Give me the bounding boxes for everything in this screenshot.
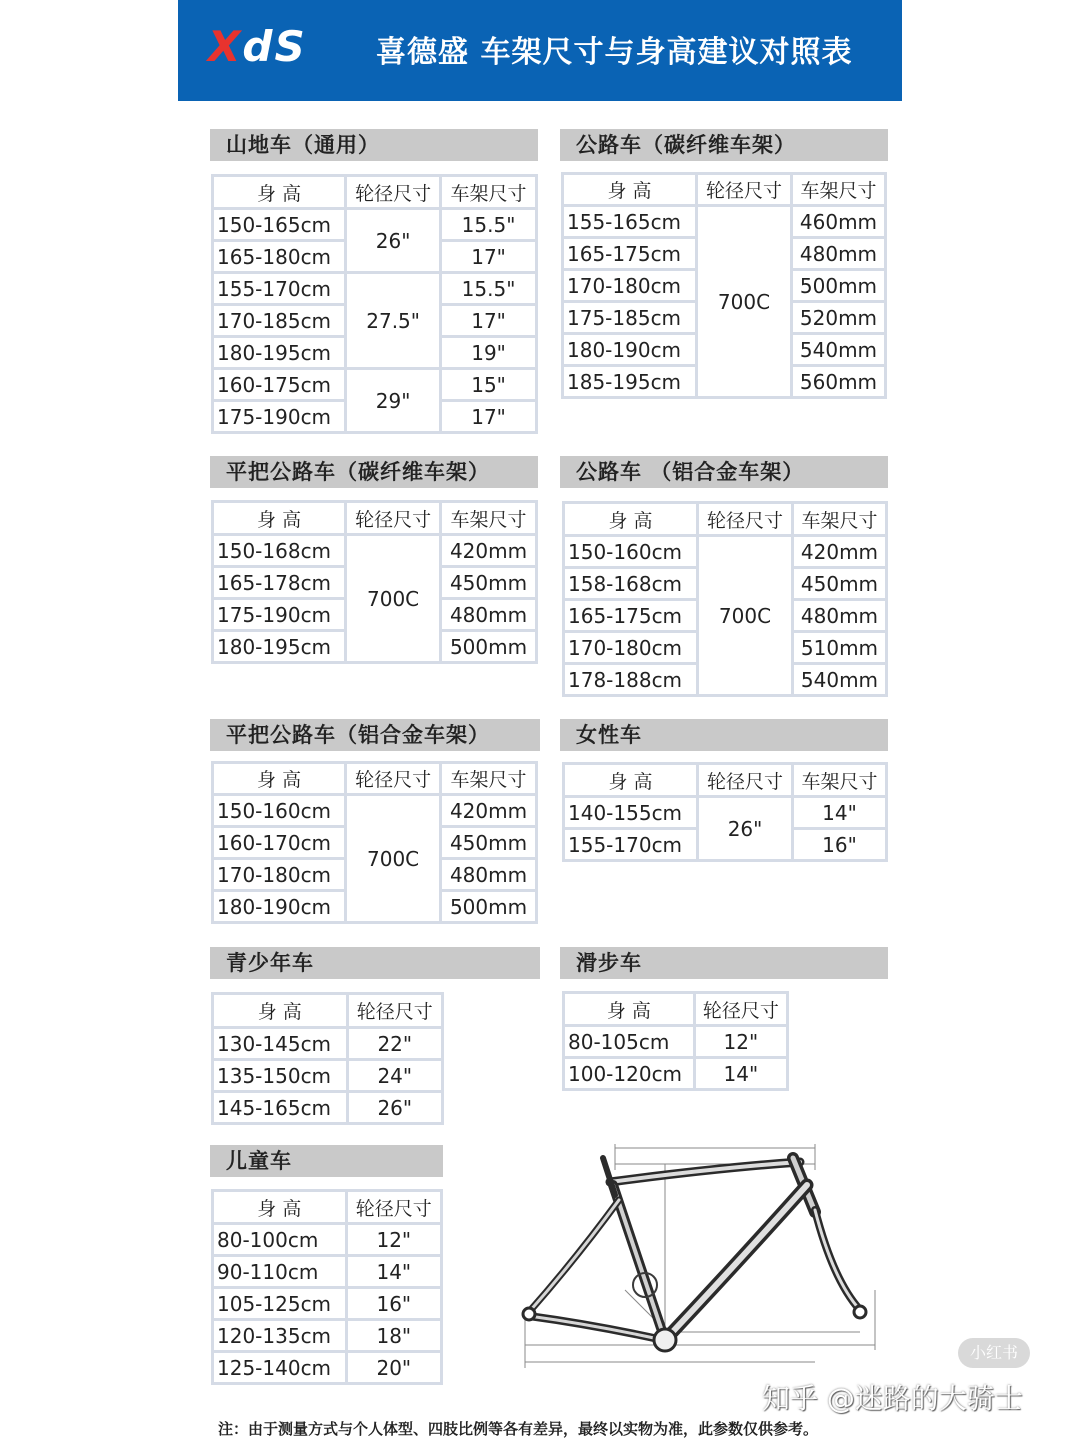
table-row: [563, 206, 886, 238]
col-frame: 车架尺寸: [792, 764, 886, 797]
table-header-row: [213, 502, 537, 535]
col-height: 身 高: [213, 994, 348, 1028]
frame-cell: 480mm: [792, 600, 886, 632]
table-row: [213, 1224, 442, 1256]
wheel-cell: 14": [694, 1058, 787, 1090]
table-row: [564, 1058, 788, 1090]
height-cell: 175-185cm: [563, 302, 697, 334]
col-wheel: 轮径尺寸: [346, 763, 441, 795]
height-cell: 155-170cm: [564, 829, 698, 861]
page-title: 喜德盛 车架尺寸与身高建议对照表: [376, 35, 853, 70]
table-row: [213, 1320, 442, 1352]
height-cell: 125-140cm: [213, 1352, 347, 1384]
wheel-cell: 22": [347, 1028, 442, 1060]
height-cell: 150-168cm: [213, 535, 346, 567]
col-frame: 车架尺寸: [441, 176, 537, 209]
wheel-cell: 27.5": [346, 273, 441, 369]
height-cell: 170-180cm: [563, 270, 697, 302]
frame-cell: 510mm: [792, 632, 886, 664]
table-balance: [562, 991, 789, 1091]
height-cell: 155-170cm: [213, 273, 346, 305]
wheel-cell: 29": [346, 369, 441, 433]
table-row: [213, 209, 537, 241]
table-header-row: [213, 1191, 442, 1224]
height-cell: 80-105cm: [564, 1026, 695, 1058]
height-cell: 165-175cm: [563, 238, 697, 270]
wheel-cell: 26": [698, 797, 793, 861]
table-header-row: [213, 763, 537, 795]
table-row: [213, 369, 537, 401]
table-header-row: [213, 994, 443, 1028]
height-cell: 150-165cm: [213, 209, 346, 241]
table-header-row: [564, 764, 887, 797]
section-title: 公路车 （铝合金车架）: [560, 456, 888, 488]
frame-cell: 15.5": [441, 209, 537, 241]
height-cell: 90-110cm: [213, 1256, 347, 1288]
zhihu-watermark: 知乎 @迷路的大骑士: [762, 1382, 1023, 1415]
frame-cell: 420mm: [441, 535, 537, 567]
table-header-row: [564, 993, 788, 1026]
height-cell: 140-155cm: [564, 797, 698, 829]
xds-logo: XdS: [208, 22, 307, 71]
height-cell: 165-175cm: [564, 600, 698, 632]
xiaohongshu-watermark: 小红书: [958, 1338, 1030, 1368]
col-wheel: 轮径尺寸: [346, 502, 441, 535]
table-row: [213, 1060, 443, 1092]
wheel-cell: 700C: [346, 795, 441, 923]
frame-cell: 500mm: [441, 891, 537, 923]
table-row: [213, 1352, 442, 1384]
table-youth: [211, 992, 444, 1125]
frame-cell: 17": [441, 401, 537, 433]
wheel-cell: 26": [346, 209, 441, 273]
col-height: 身 高: [213, 176, 346, 209]
wheel-cell: 14": [346, 1256, 441, 1288]
wheel-cell: 700C: [346, 535, 441, 663]
col-wheel: 轮径尺寸: [346, 176, 441, 209]
wheel-cell: 12": [694, 1026, 787, 1058]
section-kids: [210, 1145, 443, 1177]
height-cell: 155-165cm: [563, 206, 697, 238]
table-header-row: [213, 176, 537, 209]
section-flat-carbon: [210, 456, 538, 488]
height-cell: 180-195cm: [213, 631, 346, 663]
table-flat-carbon: [211, 500, 538, 664]
height-cell: 135-150cm: [213, 1060, 348, 1092]
height-cell: 160-175cm: [213, 369, 346, 401]
col-height: 身 高: [213, 763, 346, 795]
height-cell: 180-190cm: [213, 891, 346, 923]
frame-cell: 480mm: [441, 859, 537, 891]
height-cell: 175-190cm: [213, 401, 346, 433]
section-road-alloy: [560, 456, 888, 488]
col-height: 身 高: [564, 993, 695, 1026]
section-title: 山地车（通用）: [210, 129, 538, 161]
height-cell: 150-160cm: [564, 536, 698, 568]
frame-cell: 17": [441, 305, 537, 337]
height-cell: 105-125cm: [213, 1288, 347, 1320]
col-height: 身 高: [563, 174, 697, 206]
frame-cell: 19": [441, 337, 537, 369]
table-women: [562, 762, 888, 862]
col-height: 身 高: [564, 503, 698, 536]
table-header-row: [564, 503, 887, 536]
wheel-cell: 12": [346, 1224, 441, 1256]
section-mtb: [210, 129, 538, 161]
table-row: [213, 1256, 442, 1288]
col-height: 身 高: [564, 764, 698, 797]
col-wheel: 轮径尺寸: [347, 994, 442, 1028]
height-cell: 185-195cm: [563, 366, 697, 398]
height-cell: 180-195cm: [213, 337, 346, 369]
section-title: 青少年车: [210, 947, 540, 979]
frame-cell: 420mm: [441, 795, 537, 827]
height-cell: 160-170cm: [213, 827, 346, 859]
section-title: 平把公路车（铝合金车架）: [210, 719, 540, 751]
frame-cell: 420mm: [792, 536, 886, 568]
height-cell: 150-160cm: [213, 795, 346, 827]
frame-cell: 14": [792, 797, 886, 829]
frame-cell: 15.5": [441, 273, 537, 305]
wheel-cell: 18": [346, 1320, 441, 1352]
frame-cell: 540mm: [791, 334, 885, 366]
col-wheel: 轮径尺寸: [346, 1191, 441, 1224]
col-wheel: 轮径尺寸: [694, 993, 787, 1026]
section-flat-alloy: [210, 719, 540, 751]
height-cell: 100-120cm: [564, 1058, 695, 1090]
table-row: [213, 1092, 443, 1124]
col-frame: 车架尺寸: [792, 503, 886, 536]
table-row: [213, 273, 537, 305]
table-row: [213, 1028, 443, 1060]
table-road-alloy: [562, 501, 888, 697]
col-frame: 车架尺寸: [441, 502, 537, 535]
wheel-cell: 20": [346, 1352, 441, 1384]
height-cell: 80-100cm: [213, 1224, 347, 1256]
table-row: [564, 797, 887, 829]
height-cell: 170-180cm: [564, 632, 698, 664]
section-title: 公路车（碳纤维车架）: [560, 129, 888, 161]
frame-cell: 500mm: [791, 270, 885, 302]
table-mtb: [211, 174, 538, 434]
wheel-cell: 26": [347, 1092, 442, 1124]
table-flat-alloy: [211, 761, 538, 924]
col-height: 身 高: [213, 1191, 347, 1224]
frame-cell: 480mm: [441, 599, 537, 631]
height-cell: 130-145cm: [213, 1028, 348, 1060]
table-header-row: [563, 174, 886, 206]
table-row: [564, 1026, 788, 1058]
table-row: [213, 535, 537, 567]
bicycle-frame-diagram: [515, 1140, 895, 1375]
height-cell: 158-168cm: [564, 568, 698, 600]
frame-cell: 540mm: [792, 664, 886, 696]
section-title: 儿童车: [210, 1145, 443, 1177]
table-row: [564, 536, 887, 568]
col-wheel: 轮径尺寸: [697, 174, 792, 206]
wheel-cell: 700C: [697, 206, 792, 398]
frame-cell: 450mm: [441, 827, 537, 859]
wheel-cell: 700C: [698, 536, 793, 696]
height-cell: 178-188cm: [564, 664, 698, 696]
height-cell: 170-185cm: [213, 305, 346, 337]
frame-cell: 450mm: [441, 567, 537, 599]
frame-cell: 17": [441, 241, 537, 273]
frame-cell: 16": [792, 829, 886, 861]
table-kids: [211, 1189, 443, 1385]
height-cell: 175-190cm: [213, 599, 346, 631]
height-cell: 165-180cm: [213, 241, 346, 273]
height-cell: 120-135cm: [213, 1320, 347, 1352]
frame-cell: 450mm: [792, 568, 886, 600]
section-title: 平把公路车（碳纤维车架）: [210, 456, 538, 488]
section-title: 女性车: [560, 719, 888, 751]
table-row: [213, 1288, 442, 1320]
footnote: 注：由于测量方式与个人体型、四肢比例等各有差异，最终以实物为准，此参数仅供参考。: [218, 1420, 819, 1438]
section-balance: [560, 947, 888, 979]
table-road-carbon: [561, 172, 887, 399]
frame-cell: 520mm: [791, 302, 885, 334]
height-cell: 165-178cm: [213, 567, 346, 599]
col-height: 身 高: [213, 502, 346, 535]
height-cell: 145-165cm: [213, 1092, 348, 1124]
frame-cell: 15": [441, 369, 537, 401]
col-wheel: 轮径尺寸: [698, 503, 793, 536]
header-banner: [178, 0, 902, 101]
section-women: [560, 719, 888, 751]
frame-cell: 460mm: [791, 206, 885, 238]
frame-cell: 560mm: [791, 366, 885, 398]
wheel-cell: 16": [346, 1288, 441, 1320]
frame-cell: 500mm: [441, 631, 537, 663]
col-wheel: 轮径尺寸: [698, 764, 793, 797]
section-title: 滑步车: [560, 947, 888, 979]
height-cell: 180-190cm: [563, 334, 697, 366]
col-frame: 车架尺寸: [441, 763, 537, 795]
wheel-cell: 24": [347, 1060, 442, 1092]
table-row: [213, 795, 537, 827]
col-frame: 车架尺寸: [791, 174, 885, 206]
section-youth: [210, 947, 540, 979]
height-cell: 170-180cm: [213, 859, 346, 891]
section-road-carbon: [560, 129, 888, 161]
frame-cell: 480mm: [791, 238, 885, 270]
